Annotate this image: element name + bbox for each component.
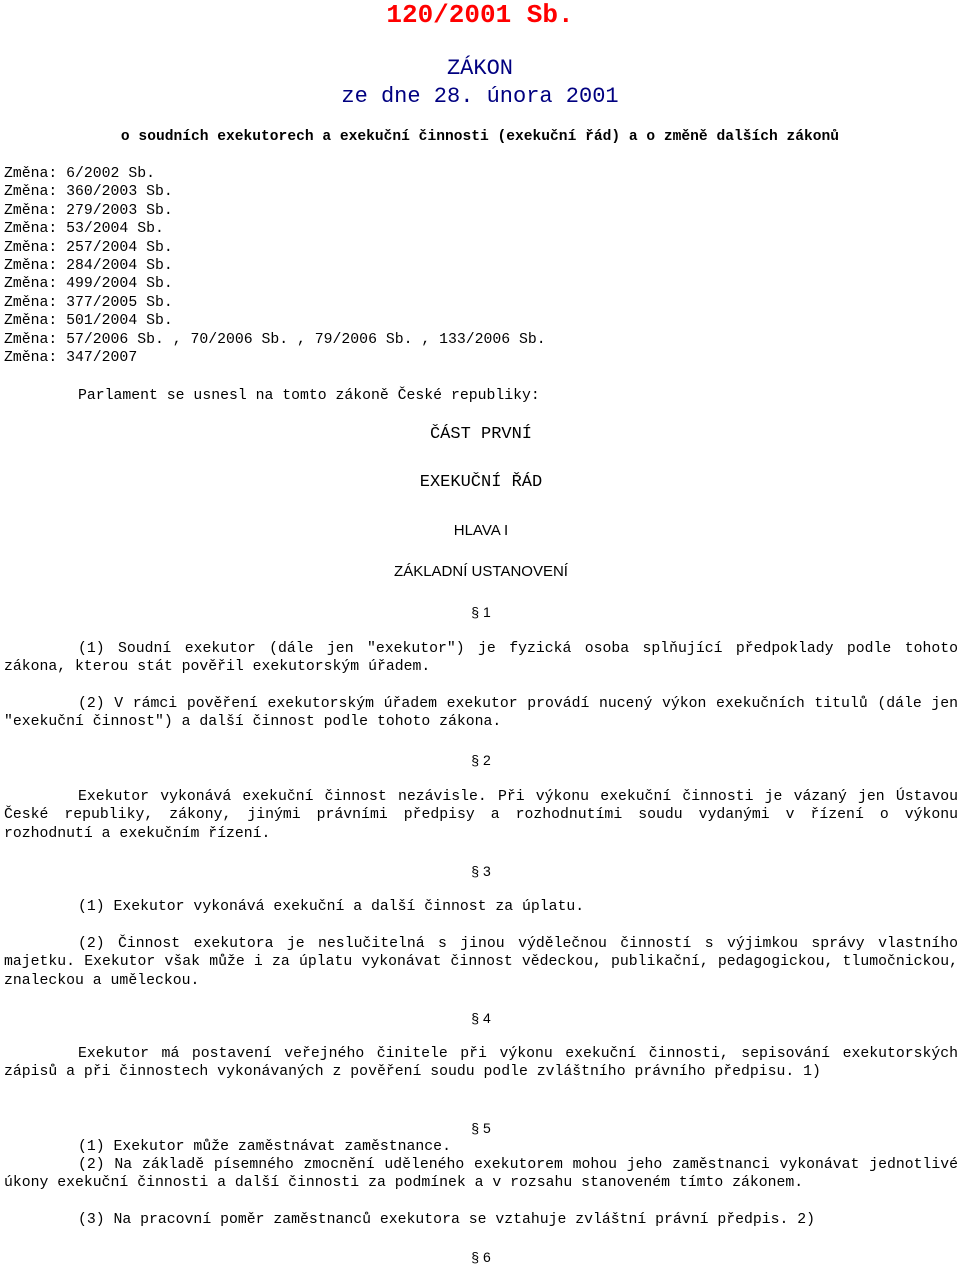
document-date: ze dne 28. února 2001 bbox=[341, 84, 619, 109]
section-2-sign: § 2 bbox=[471, 752, 491, 768]
document-subject: o soudních exekutorech a exekuční činnosti (exekuční řád) a o změně dalších zákonů bbox=[120, 129, 840, 145]
section-6-sign: § 6 bbox=[471, 1249, 491, 1265]
part-name: EXEKUČNÍ ŘÁD bbox=[419, 473, 543, 492]
section-5-paragraph-1: (1) Exekutor může zaměstnávat zaměstnance. bbox=[78, 1139, 451, 1155]
section-4-sign: § 4 bbox=[471, 1010, 491, 1026]
amendment-item: Změna: 499/2004 Sb. bbox=[4, 276, 173, 293]
amendment-item: Změna: 53/2004 Sb. bbox=[4, 221, 164, 238]
part-heading: ČÁST PRVNÍ bbox=[429, 425, 533, 444]
amendment-item: Změna: 57/2006 Sb. , 70/2006 Sb. , 79/2006 Sb. , 133/2006 Sb. bbox=[4, 331, 546, 348]
amendments-list bbox=[4, 165, 546, 367]
section-3-paragraph-2: (2) Činnost exekutora je neslučitelná s jinou výdělečnou činností s výjimkou správy vlastního majetku. Exekutor však může i za úplatu vykonávat činnost vědeckou, publikační, pedagogickou, tlumočnickou, znaleckou a uměleckou. bbox=[4, 936, 958, 989]
amendment-item: Změna: 347/2007 bbox=[4, 349, 138, 366]
amendment-item: Změna: 284/2004 Sb. bbox=[4, 257, 173, 274]
section-5-paragraph-3: (3) Na pracovní poměr zaměstnanců exekutora se vztahuje zvláštní právní předpis. 2) bbox=[78, 1212, 816, 1228]
chapter-name: ZÁKLADNÍ USTANOVENÍ bbox=[394, 563, 568, 580]
section-3-paragraph-1: (1) Exekutor vykonává exekuční a další činnost za úplatu. bbox=[78, 899, 585, 915]
amendment-item: Změna: 6/2002 Sb. bbox=[4, 166, 155, 182]
section-5-sign: § 5 bbox=[471, 1120, 491, 1136]
amendment-item: Změna: 377/2005 Sb. bbox=[4, 294, 173, 311]
section-5-paragraph-2: (2) Na základě písemného zmocnění uděleného exekutorem mohou jeho zaměstnanci vykonávat jednotlivé úkony exekuční činnosti a další činnosti za podmínek a v rozsahu stanoveném tímto zákonem. bbox=[4, 1157, 958, 1192]
section-2-paragraph-1: Exekutor vykonává exekuční činnost nezávisle. Při výkonu exekuční činnosti je vázaný jen Ústavou České republiky, zákony, jinými právními předpisy a rozhodnutími soudu vydanými v řízení o výkonu rozhodnutí a exekučním řízení. bbox=[4, 789, 958, 842]
section-1-sign: § 1 bbox=[471, 604, 491, 620]
section-1-paragraph-2: (2) V rámci pověření exekutorským úřadem exekutor provádí nucený výkon exekučních titulů (dále jen "exekuční činnost") a další činnost podle tohoto zákona. bbox=[4, 696, 958, 731]
preamble: Parlament se usnesl na tomto zákoně České republiky: bbox=[78, 388, 540, 404]
chapter-heading: HLAVA I bbox=[453, 522, 509, 539]
section-1-paragraph-1: (1) Soudní exekutor (dále jen "exekutor") je fyzická osoba splňující předpoklady podle tohoto zákona, kterou stát pověřil exekutorským úřadem. bbox=[4, 641, 958, 676]
amendment-item: Změna: 360/2003 Sb. bbox=[4, 184, 173, 201]
amendment-item: Změna: 501/2004 Sb. bbox=[4, 313, 173, 330]
section-3-sign: § 3 bbox=[471, 863, 491, 879]
section-4-paragraph-1: Exekutor má postavení veřejného činitele při výkonu exekuční činnosti, sepisování exekutorských zápisů a při činnostech vykonávaných z pověření soudu podle zvláštního právního předpisu. 1) bbox=[4, 1046, 958, 1081]
document-number: 120/2001 Sb. bbox=[386, 0, 574, 30]
amendment-item: Změna: 257/2004 Sb. bbox=[4, 239, 173, 256]
amendment-item: Změna: 279/2003 Sb. bbox=[4, 202, 173, 219]
document-type: ZÁKON bbox=[446, 56, 513, 81]
